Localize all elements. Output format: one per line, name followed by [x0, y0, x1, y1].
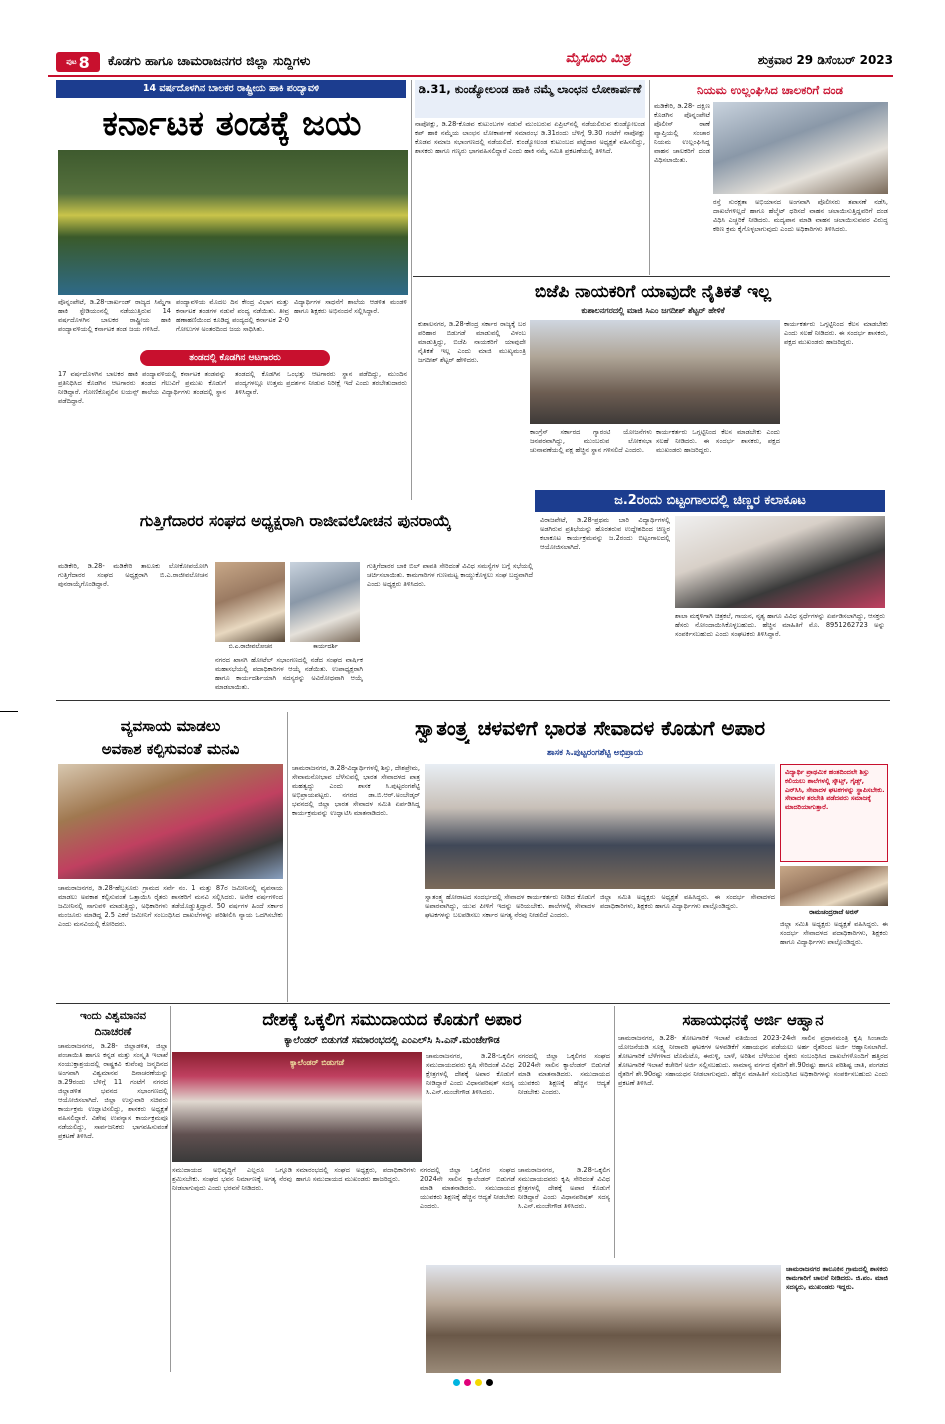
bjp-body-4: ಕಾರ್ಯಕರ್ತರು ಒಗ್ಗಟ್ಟಿನಿಂದ ಕೆಲಸ ಮಾಡಬೇಕು ಎಂದು ಸಲಹೆ ನೀಡಿದರು. ಈ ಸಂದರ್ಭ ಶಾಸಕರು, ಪಕ್ಷದ ಮುಖಂಡರು ಹಾಜರಿದ್ದರು. [784, 320, 888, 346]
jan2-photo [675, 516, 885, 608]
okkaliga-headline: ದೇಶಕ್ಕೆ ಒಕ್ಕಲಿಗ ಸಮುದಾಯದ ಕೊಡುಗೆ ಅಪಾರ [262, 1010, 522, 1030]
row-divider-1 [413, 276, 890, 277]
okkaliga-body-4: ಸಮಾರಂಭದಲ್ಲಿ ಸಂಘದ ಅಧ್ಯಕ್ಷರು, ಪದಾಧಿಕಾರಿಗಳು ಹಾಗೂ ಸಮುದಾಯದ ಮುಖಂಡರು ಹಾಜರಿದ್ದರು. [296, 1166, 416, 1183]
bjp-body-3: ಕಾರ್ಯಕರ್ತರು ಒಗ್ಗಟ್ಟಿನಿಂದ ಕೆಲಸ ಮಾಡಬೇಕು ಎಂದು ಸಲಹೆ ನೀಡಿದರು. ಈ ಸಂದರ್ಭ ಶಾಸಕರು, ಪಕ್ಷದ ಮುಖಂಡರು ಹಾಜರಿದ್ದರು. [656, 428, 780, 454]
rules-photo [713, 102, 888, 194]
contractor-body-3: ಗುತ್ತಿಗೆದಾರರ ಬಾಕಿ ಬಿಲ್ ಪಾವತಿ ಸೇರಿದಂತೆ ವಿವಿಧ ಸಮಸ್ಯೆಗಳ ಬಗ್ಗೆ ಸಭೆಯಲ್ಲಿ ಚರ್ಚಿಸಲಾಯಿತು. ಕಾಮಗಾರಿಗಳ ಗುಣಮಟ್ಟ ಕಾಯ್ದುಕೊಳ್ಳಲು ಸಂಘ ಬದ್ಧವಾಗಿದೆ ಎಂದು ಅಧ್ಯಕ್ಷರು ತಿಳಿಸಿದರು. [367, 562, 533, 588]
farm-photo [58, 764, 283, 879]
bjp-photo [530, 320, 780, 424]
contractor-caption-2: ಕಾರ್ಯದರ್ಶಿ [313, 643, 338, 650]
reg-dot [464, 1379, 471, 1386]
farm-headline-1: ವ್ಯವಸಾಯ ಮಾಡಲು [120, 717, 221, 735]
hockey-para-2: ಪಂದ್ಯಾವಳಿಯ ಮೊದಲ ದಿನ ಕೇಂದ್ರ ವಿಭಾಗ ಮತ್ತು ಕರ್ನಾಟಕ ತಂಡಗಳ ನಡುವೆ ಪಂದ್ಯ ನಡೆಯಿತು. ತೀವ್ರ ಹಣಾಹಣಿಯಿಂದ ಕೂಡಿದ್ದ ಪಂದ್ಯದಲ್ಲಿ ಕರ್ನಾಟಕ 2-0 ಗೋಲುಗಳ ಅಂತರದಿಂದ ಜಯ ಸಾಧಿಸಿತು. [176, 298, 289, 333]
hockey-kicker: 14 ವರ್ಷದೊಳಗಿನ ಬಾಲಕರ ರಾಷ್ಟ್ರೀಯ ಹಾಕಿ ಪಂದ್ಯಾವಳಿ [56, 80, 406, 98]
contractor-photo-1 [215, 562, 285, 642]
seva-headline: ಸ್ವಾತಂತ್ರ್ಯ ಚಳವಳಿಗೆ ಭಾರತ ಸೇವಾದಳ ಕೊಡುಗೆ ಅಪಾರ [414, 716, 766, 740]
col-divider-2 [649, 80, 650, 275]
london-body: ನಾಪೋಕ್ಲು, ಡಿ.28-ಕೊಡವ ಕುಟುಂಬಗಳ ನಡುವೆ ಮುಂಬರುವ ಏಪ್ರಿಲ್‌ನಲ್ಲಿ ನಡೆಯಲಿರುವ ಕುಂಡ್ಯೋಲಂಡ ಕಪ್ ಹಾಕಿ ನಮ್ಮೆಯ ಲಾಂಛನ ಲೋಕಾರ್ಪಣೆ ಸಮಾರಂಭ ಡಿ.31ರಂದು ಬೆಳಿಗ್ಗೆ 9.30 ಗಂಟೆಗೆ ನಾಪೋಕ್ಲು ಕೊಡವ ಸಮಾಜ ಸಭಾಂಗಣದಲ್ಲಿ ನಡೆಯಲಿದೆ. ಕುಂಡ್ಯೋಲಂಡ ಕುಟುಂಬದ ಪಟ್ಟೆದಾರ ಅಧ್ಯಕ್ಷತೆ ವಹಿಸಲಿದ್ದು, ಶಾಸಕರು ಹಾಗೂ ಗಣ್ಯರು ಭಾಗವಹಿಸಲಿದ್ದಾರೆ ಎಂದು ಹಾಕಿ ನಮ್ಮೆ ಸಮಿತಿ ಪ್ರಕಟಣೆಯಲ್ಲಿ ತಿಳಿಸಿದೆ. [415, 120, 645, 155]
col-divider-5 [614, 1006, 615, 1258]
hockey-subband: ತಂಡದಲ್ಲಿ ಕೊಡಗಿನ ಆಟಗಾರರು [140, 350, 330, 366]
okkaliga-body-5: ನಗರದಲ್ಲಿ ಜಿಲ್ಲಾ ಒಕ್ಕಲಿಗರ ಸಂಘದ 2024ನೇ ಸಾಲಿನ ಕ್ಯಾಲೆಂಡರ್ ಬಿಡುಗಡೆ ಮಾಡಿ ಮಾತನಾಡಿದರು. ಸಮುದಾಯದ ಯುವಕರು ಶಿಕ್ಷಣಕ್ಕೆ ಹೆಚ್ಚಿನ ಆದ್ಯತೆ ನೀಡಬೇಕು ಎಂದರು. [420, 1166, 515, 1210]
sahaya-body: ಚಾಮರಾಜನಗರ, ಡಿ.28- ತೋಟಗಾರಿಕೆ ಇಲಾಖೆ ವತಿಯಿಂದ 2023-24ನೇ ಸಾಲಿನ ಪ್ರಧಾನಮಂತ್ರಿ ಕೃಷಿ ಸಿಂಚಾಯಿ ಯೋಜನೆಯಡಿ ಸೂಕ್ಷ್ಮ ನೀರಾವರಿ ಘಟಕಗಳ ಅಳವಡಿಕೆಗೆ ಸಹಾಯಧನ ಪಡೆಯಲು ಅರ್ಹ ರೈತರಿಂದ ಅರ್ಜಿ ಆಹ್ವಾನಿಸಲಾಗಿದೆ. ತೋಟಗಾರಿಕೆ ಬೆಳೆಗಳಾದ ಟೊಮೆಟೊ, ಈರುಳ್ಳಿ, ಬಾಳೆ, ಅರಿಶಿನ ಬೆಳೆಯುವ ರೈತರು ಸಂಬಂಧಿಸಿದ ದಾಖಲೆಗಳೊಂದಿಗೆ ಹತ್ತಿರದ ತೋಟಗಾರಿಕೆ ಇಲಾಖೆ ಕಚೇರಿಗೆ ಅರ್ಜಿ ಸಲ್ಲಿಸಬಹುದು. ಸಾಮಾನ್ಯ ವರ್ಗದ ರೈತರಿಗೆ ಶೇ.90ರಷ್ಟು ಹಾಗೂ ಪರಿಶಿಷ್ಟ ಜಾತಿ, ಪಂಗಡದ ರೈತರಿಗೆ ಶೇ.90ರಷ್ಟು ಸಹಾಯಧನ ನೀಡಲಾಗುವುದು. ಹೆಚ್ಚಿನ ಮಾಹಿತಿಗೆ ಸಂಬಂಧಿಸಿದ ಅಧಿಕಾರಿಗಳನ್ನು ಸಂಪರ್ಕಿಸಬಹುದು ಎಂದು ಪ್ರಕಟಣೆ ತಿಳಿಸಿದೆ. [618, 1034, 888, 1087]
okkaliga-photo [172, 1052, 422, 1162]
row-divider-2 [56, 700, 890, 701]
masthead-rule [48, 75, 893, 77]
seva-photo [425, 764, 775, 889]
rules-headline: ನಿಯಮ ಉಲ್ಲಂಘಿಸಿದ ಚಾಲಕರಿಗೆ ದಂಡ [697, 83, 843, 97]
contractor-headline: ಗುತ್ತಿಗೆದಾರರ ಸಂಘದ ಅಧ್ಯಕ್ಷರಾಗಿ ರಾಜೀವಲೋಚನ ಪುನರಾಯ್ಕೆ [139, 512, 452, 530]
registration-marks-bottom [0, 1379, 945, 1387]
row-divider-3 [56, 1003, 890, 1004]
bjp-body-1: ಕುಶಾಲನಗರ, ಡಿ.28-ಕೇಂದ್ರ ಸರ್ಕಾರ ರಾಜ್ಯಕ್ಕೆ ಬರ ಪರಿಹಾರ ಬಿಡುಗಡೆ ಮಾಡುವಲ್ಲಿ ವಿಳಂಬ ಮಾಡುತ್ತಿದ್ದು, ಬಿಜೆಪಿ ನಾಯಕರಿಗೆ ಯಾವುದೇ ನೈತಿಕತೆ ಇಲ್ಲ ಎಂದು ಮಾಜಿ ಮುಖ್ಯಮಂತ್ರಿ ಜಗದೀಶ್ ಶೆಟ್ಟರ್ ಹೇಳಿದರು. [418, 320, 526, 364]
okkaliga-banner: ಕ್ಯಾಲೆಂಡರ್ ಬಿಡುಗಡೆ [289, 1058, 345, 1067]
seva-body-1: ಚಾಮರಾಜನಗರ, ಡಿ.28-ವಿದ್ಯಾರ್ಥಿಗಳಲ್ಲಿ ಶಿಸ್ತು, ದೇಶಪ್ರೇಮ, ಸೇವಾಮನೋಭಾವ ಬೆಳೆಸುವಲ್ಲಿ ಭಾರತ ಸೇವಾದಳದ ಪಾತ್ರ ಮಹತ್ವದ್ದು ಎಂದು ಶಾಸಕ ಸಿ.ಪುಟ್ಟರಂಗಶೆಟ್ಟಿ ಅಭಿಪ್ರಾಯಪಟ್ಟರು. ನಗರದ ಡಾ.ಬಿ.ಆರ್.ಅಂಬೇಡ್ಕರ್ ಭವನದಲ್ಲಿ ಜಿಲ್ಲಾ ಭಾರತ ಸೇವಾದಳ ಸಮಿತಿ ಏರ್ಪಡಿಸಿದ್ದ ಕಾರ್ಯಕ್ರಮವನ್ನು ಉದ್ಘಾಟಿಸಿ ಮಾತನಾಡಿದರು. [292, 764, 420, 817]
jan2-headline: ಜ.2ರಂದು ಬಿಟ್ಟಂಗಾಲದಲ್ಲಿ ಚಿಣ್ಣರ ಕಲಾಕೂಟ [535, 490, 885, 512]
okkaliga-body-2: ನಗರದಲ್ಲಿ ಜಿಲ್ಲಾ ಒಕ್ಕಲಿಗರ ಸಂಘದ 2024ನೇ ಸಾಲಿನ ಕ್ಯಾಲೆಂಡರ್ ಬಿಡುಗಡೆ ಮಾಡಿ ಮಾತನಾಡಿದರು. ಸಮುದಾಯದ ಯುವಕರು ಶಿಕ್ಷಣಕ್ಕೆ ಹೆಚ್ಚಿನ ಆದ್ಯತೆ ನೀಡಬೇಕು ಎಂದರು. [518, 1052, 610, 1096]
contractor-body-2: ನಗರದ ಖಾಸಗಿ ಹೋಟೆಲ್ ಸಭಾಂಗಣದಲ್ಲಿ ನಡೆದ ಸಂಘದ ವಾರ್ಷಿಕ ಮಹಾಸಭೆಯಲ್ಲಿ ಪದಾಧಿಕಾರಿಗಳ ಆಯ್ಕೆ ನಡೆಯಿತು. ಉಪಾಧ್ಯಕ್ಷರಾಗಿ ಹಾಗೂ ಕಾರ್ಯದರ್ಶಿಯಾಗಿ ಸದಸ್ಯರನ್ನು ಅವಿರೋಧವಾಗಿ ಆಯ್ಕೆ ಮಾಡಲಾಯಿತು. [215, 656, 363, 691]
page-number-badge [56, 52, 100, 72]
jan2-body-2: ಶಾಲಾ ಮಕ್ಕಳಿಗಾಗಿ ಚಿತ್ರಕಲೆ, ಗಾಯನ, ನೃತ್ಯ ಹಾಗೂ ವಿವಿಧ ಸ್ಪರ್ಧೆಗಳನ್ನು ಏರ್ಪಡಿಸಲಾಗಿದ್ದು, ಆಸಕ್ತರು ಹೆಸರು ನೋಂದಾಯಿಸಿಕೊಳ್ಳಬಹುದು. ಹೆಚ್ಚಿನ ಮಾಹಿತಿಗೆ ಮೊ. 8951262723 ಅನ್ನು ಸಂಪರ್ಕಿಸಬಹುದು ಎಂದು ಸಂಘಟಕರು ತಿಳಿಸಿದ್ದಾರೆ. [675, 612, 885, 638]
seva-quote-box [780, 764, 888, 862]
bjp-body-2: ಕಾಂಗ್ರೆಸ್ ಸರ್ಕಾರದ ಗ್ಯಾರಂಟಿ ಯೋಜನೆಗಳು ಜನಪರವಾಗಿದ್ದು, ಮುಂಬರುವ ಲೋಕಸಭಾ ಚುನಾವಣೆಯಲ್ಲಿ ಪಕ್ಷ ಹೆಚ್ಚಿನ ಸ್ಥಾನ ಗಳಿಸಲಿದೆ ಎಂದರು. [530, 428, 652, 454]
contractor-photo-2 [290, 562, 360, 642]
farm-body: ಚಾಮರಾಜನಗರ, ಡಿ.28-ಹೆಬ್ಬಸೂರು ಗ್ರಾಮದ ಸರ್ವೆ ನಂ. 1 ಮತ್ತು 87ರ ಜಮೀನಿನಲ್ಲಿ ವ್ಯವಸಾಯ ಮಾಡಲು ಅವಕಾಶ ಕಲ್ಪಿಸುವಂತೆ ಒತ್ತಾಯಿಸಿ ರೈತರು ಶಾಸಕರಿಗೆ ಮನವಿ ಸಲ್ಲಿಸಿದರು. ಅನೇಕ ವರ್ಷಗಳಿಂದ ಜಮೀನಿನಲ್ಲಿ ಸಾಗುವಳಿ ಮಾಡುತ್ತಿದ್ದು, ಅಧಿಕಾರಿಗಳು ತಡೆಯೊಡ್ಡುತ್ತಿದ್ದಾರೆ. 50 ವರ್ಷಗಳ ಹಿಂದೆ ಸರ್ಕಾರ ಮಂಜೂರು ಮಾಡಿದ್ದ 2.5 ಎಕರೆ ಜಮೀನಿಗೆ ಸಂಬಂಧಿಸಿದ ದಾಖಲೆಗಳನ್ನು ಪರಿಶೀಲಿಸಿ ನ್ಯಾಯ ಒದಗಿಸಬೇಕು ಎಂದು ಮನವಿಯಲ್ಲಿ ಕೋರಿದರು. [58, 884, 283, 928]
rules-body-1: ಮಡಿಕೇರಿ, ಡಿ.28- ದಕ್ಷಿಣ ಕೊಡಗಿನ ಪೊನ್ನಂಪೇಟೆ ಪೊಲೀಸ್ ಠಾಣೆ ವ್ಯಾಪ್ತಿಯಲ್ಲಿ ಸಂಚಾರ ನಿಯಮ ಉಲ್ಲಂಘಿಸಿದ್ದ ವಾಹನ ಚಾಲಕರಿಗೆ ದಂಡ ವಿಧಿಸಲಾಯಿತು. [654, 102, 710, 164]
hockey-team-photo [58, 150, 408, 295]
reg-dot [453, 1379, 460, 1386]
jan2-body-1: ವಿರಾಜಪೇಟೆ, ಡಿ.28-ಪ್ರಥಮ ಬಾರಿ ವಿದ್ಯಾರ್ಥಿಗಳಲ್ಲಿ ಅಡಗಿರುವ ಪ್ರತಿಭೆಯನ್ನು ಹೊರತರುವ ಉದ್ದೇಶದಿಂದ ಚಿಣ್ಣರ ಕಲಾಕೂಟ ಕಾರ್ಯಕ್ರಮವನ್ನು ಜ.2ರಂದು ಬಿಟ್ಟಂಗಾಲದಲ್ಲಿ ಆಯೋಜಿಸಲಾಗಿದೆ. [540, 516, 670, 551]
seva-box-caption: ರಾಮಚಂದ್ರರಾಜೆ ಅರಸ್ [809, 908, 859, 916]
contractor-body-1: ಮಡಿಕೇರಿ, ಡಿ.28- ಮಡಿಕೇರಿ ತಾಲೂಕು ಲೋಕೋಪಯೋಗಿ ಗುತ್ತಿಗೆದಾರರ ಸಂಘದ ಅಧ್ಯಕ್ಷರಾಗಿ ಬಿ.ಎ.ರಾಜೀವಲೋಚನ ಪುನರಾಯ್ಕೆಗೊಂಡಿದ್ದಾರೆ. [58, 562, 208, 588]
seva-body-3: ಜಿಲ್ಲಾ ಸಮಿತಿ ಅಧ್ಯಕ್ಷರು ಅಧ್ಯಕ್ಷತೆ ವಹಿಸಿದ್ದರು. ಈ ಸಂದರ್ಭ ಸೇವಾದಳದ ಪದಾಧಿಕಾರಿಗಳು, ಶಿಕ್ಷಕರು ಹಾಗೂ ವಿದ್ಯಾರ್ಥಿಗಳು ಪಾಲ್ಗೊಂಡಿದ್ದರು. [600, 893, 775, 910]
vishwa-body: ಚಾಮರಾಜನಗರ, ಡಿ.28- ಜಿಲ್ಲಾಡಳಿತ, ಜಿಲ್ಲಾ ಪಂಚಾಯಿತಿ ಹಾಗೂ ಕನ್ನಡ ಮತ್ತು ಸಂಸ್ಕೃತಿ ಇಲಾಖೆ ಸಂಯುಕ್ತಾಶ್ರಯದಲ್ಲಿ ರಾಷ್ಟ್ರಕವಿ ಕುವೆಂಪು ಜನ್ಮದಿನದ ಅಂಗವಾಗಿ ವಿಶ್ವಮಾನವ ದಿನಾಚರಣೆಯನ್ನು ಡಿ.29ರಂದು ಬೆಳಿಗ್ಗೆ 11 ಗಂಟೆಗೆ ನಗರದ ಜಿಲ್ಲಾಡಳಿತ ಭವನದ ಸಭಾಂಗಣದಲ್ಲಿ ಆಯೋಜಿಸಲಾಗಿದೆ. ಜಿಲ್ಲಾ ಉಸ್ತುವಾರಿ ಸಚಿವರು ಕಾರ್ಯಕ್ರಮ ಉದ್ಘಾಟಿಸಲಿದ್ದು, ಶಾಸಕರು ಅಧ್ಯಕ್ಷತೆ ವಹಿಸಲಿದ್ದಾರೆ. ವಿಶೇಷ ಉಪನ್ಯಾಸ ಕಾರ್ಯಕ್ರಮವೂ ನಡೆಯಲಿದ್ದು, ಸಾರ್ವಜನಿಕರು ಭಾಗವಹಿಸುವಂತೆ ಪ್ರಕಟಣೆ ತಿಳಿಸಿದೆ. [58, 1042, 168, 1140]
sahaya-headline: ಸಹಾಯಧನಕ್ಕೆ ಅರ್ಜಿ ಆಹ್ವಾನ [682, 1011, 824, 1029]
hockey-para-3: ವಿದ್ಯಾರ್ಥಿಗಳ ಸಾಧನೆಗೆ ಶಾಲೆಯ ಆಡಳಿತ ಮಂಡಳಿ ಹಾಗೂ ಶಿಕ್ಷಕರು ಅಭಿನಂದನೆ ಸಲ್ಲಿಸಿದ್ದಾರೆ. [294, 298, 407, 315]
contractor-caption-1: ಬಿ.ಎ.ರಾಜೀವಲೋಚನ [228, 643, 273, 650]
seva-subhead: ಶಾಸಕ ಸಿ.ಪುಟ್ಟರಂಗಶೆಟ್ಟಿ ಅಭಿಪ್ರಾಯ [546, 748, 643, 758]
seva-body-2: ಸ್ವಾತಂತ್ರ್ಯ ಹೋರಾಟದ ಸಂದರ್ಭದಲ್ಲಿ ಸೇವಾದಳ ಕಾರ್ಯಕರ್ತರು ನೀಡಿದ ಕೊಡುಗೆ ಅಪಾರವಾಗಿದ್ದು, ಯುವ ಪೀಳಿಗೆ ಇದನ್ನು ಅರಿಯಬೇಕು. ಶಾಲೆಗಳಲ್ಲಿ ಸೇವಾದಳ ಘಟಕಗಳನ್ನು ಬಲಪಡಿಸಲು ಸರ್ಕಾರ ಅಗತ್ಯ ನೆರವು ನೀಡಲಿದೆ ಎಂದರು. [425, 893, 595, 919]
sahaya-photo [426, 1265, 781, 1373]
seva-box-text: ವಿದ್ಯಾರ್ಥಿ ಪ್ರಾಥಮಿಕ ಹಂತದಿಂದಲೇ ಶಿಸ್ತು ಕಲಿಯಲು ಶಾಲೆಗಳಲ್ಲಿ ಸ್ಕೌಟ್ಸ್, ಗೈಡ್ಸ್, ಎನ್‌ಸಿಸಿ, ಸೇವಾದಳ ಘಟಕಗಳನ್ನು ಸ್ಥಾಪಿಸಬೇಕು. ಸೇವಾದಳ ತರಬೇತಿ ಪಡೆದವರು ಸಮಾಜಕ್ಕೆ ಮಾದರಿಯಾಗುತ್ತಾರೆ. [785, 768, 885, 812]
hockey-para-4: 17 ವರ್ಷದೊಳಗಿನ ಬಾಲಕರ ಹಾಕಿ ಪಂದ್ಯಾವಳಿಯಲ್ಲಿ ಕರ್ನಾಟಕ ತಂಡವನ್ನು ಪ್ರತಿನಿಧಿಸಿದ ಕೊಡಗಿನ ಆಟಗಾರರು ತಂಡದ ಗೆಲುವಿಗೆ ಪ್ರಮುಖ ಕೊಡುಗೆ ನೀಡಿದ್ದಾರೆ. ಗೋಣಿಕೊಪ್ಪಲಿನ ಲಯನ್ಸ್ ಶಾಲೆಯ ವಿದ್ಯಾರ್ಥಿಗಳು ತಂಡದಲ್ಲಿ ಸ್ಥಾನ ಪಡೆದಿದ್ದಾರೆ. [58, 370, 226, 405]
col-divider-1 [411, 80, 412, 500]
reg-dot [486, 1379, 493, 1386]
issue-date: ಶುಕ್ರವಾರ 29 ಡಿಸೆಂಬರ್ 2023 [757, 53, 893, 67]
vishwa-headline-2: ದಿನಾಚರಣೆ [94, 1026, 132, 1038]
reg-dot [475, 1379, 482, 1386]
page-label: ಪುಟ [66, 57, 77, 66]
okkaliga-body-1: ಚಾಮರಾಜನಗರ, ಡಿ.28-ಒಕ್ಕಲಿಗ ಸಮುದಾಯದವರು ಕೃಷಿ ಸೇರಿದಂತೆ ವಿವಿಧ ಕ್ಷೇತ್ರಗಳಲ್ಲಿ ದೇಶಕ್ಕೆ ಅಪಾರ ಕೊಡುಗೆ ನೀಡಿದ್ದಾರೆ ಎಂದು ವಿಧಾನಪರಿಷತ್ ಸದಸ್ಯ ಸಿ.ಎನ್.ಮಂಜೇಗೌಡ ತಿಳಿಸಿದರು. [426, 1052, 514, 1096]
seva-body-4: ಜಿಲ್ಲಾ ಸಮಿತಿ ಅಧ್ಯಕ್ಷರು ಅಧ್ಯಕ್ಷತೆ ವಹಿಸಿದ್ದರು. ಈ ಸಂದರ್ಭ ಸೇವಾದಳದ ಪದಾಧಿಕಾರಿಗಳು, ಶಿಕ್ಷಕರು ಹಾಗೂ ವಿದ್ಯಾರ್ಥಿಗಳು ಪಾಲ್ಗೊಂಡಿದ್ದರು. [780, 920, 888, 946]
hockey-para-5: ತಂಡದಲ್ಲಿ ಕೊಡಗಿನ ಒಂಭತ್ತು ಆಟಗಾರರು ಸ್ಥಾನ ಪಡೆದಿದ್ದು, ಮುಂದಿನ ಪಂದ್ಯಗಳಲ್ಲೂ ಉತ್ತಮ ಪ್ರದರ್ಶನ ನೀಡುವ ನಿರೀಕ್ಷೆ ಇದೆ ಎಂದು ತರಬೇತುದಾರರು ತಿಳಿಸಿದ್ದಾರೆ. [235, 370, 407, 396]
masthead [48, 50, 893, 74]
fold-rule [0, 711, 18, 712]
vishwa-headline-1: ಇಂದು ವಿಶ್ವಮಾನವ [80, 1010, 146, 1022]
col-divider-4 [170, 1006, 171, 1372]
okkaliga-body-3: ಸಮುದಾಯದ ಅಭಿವೃದ್ಧಿಗೆ ಎಲ್ಲರೂ ಒಗ್ಗೂಡಿ ಶ್ರಮಿಸಬೇಕು. ಸಂಘದ ಭವನ ನಿರ್ಮಾಣಕ್ಕೆ ಅಗತ್ಯ ನೆರವು ನೀಡಲಾಗುವುದು ಎಂದು ಭರವಸೆ ನೀಡಿದರು. [172, 1166, 292, 1192]
col-divider-3 [287, 712, 288, 1002]
paper-logo: ಮೈಸೂರು ಮಿತ್ರ [565, 51, 631, 66]
rules-body-2: ರಸ್ತೆ ಸುರಕ್ಷತಾ ಅಭಿಯಾನದ ಅಂಗವಾಗಿ ಪೊಲೀಸರು ತಪಾಸಣೆ ನಡೆಸಿ, ದಾಖಲೆಗಳಿಲ್ಲದೆ ಹಾಗೂ ಹೆಲ್ಮೆಟ್ ಧರಿಸದೆ ವಾಹನ ಚಲಾಯಿಸುತ್ತಿದ್ದವರಿಗೆ ದಂಡ ವಿಧಿಸಿ ಎಚ್ಚರಿಕೆ ನೀಡಿದರು. ಮದ್ಯಪಾನ ಮಾಡಿ ವಾಹನ ಚಲಾಯಿಸುವವರ ವಿರುದ್ಧ ಕಠಿಣ ಕ್ರಮ ಕೈಗೊಳ್ಳಲಾಗುವುದು ಎಂದು ಅಧಿಕಾರಿಗಳು ತಿಳಿಸಿದರು. [713, 198, 888, 233]
seva-inset-photo [780, 866, 888, 906]
london-headline: ಡಿ.31, ಕುಂಡ್ಯೋಲಂಡ ಹಾಕಿ ನಮ್ಮೆ ಲಾಂಛನ ಲೋಕಾರ್ಪಣೆ [415, 80, 645, 118]
hockey-headline: ಕರ್ನಾಟಕ ತಂಡಕ್ಕೆ ಜಯ [102, 104, 362, 144]
farm-headline-2: ಅವಕಾಶ ಕಲ್ಪಿಸುವಂತೆ ಮನವಿ [101, 740, 240, 758]
sahaya-caption: ಚಾಮರಾಜನಗರ ತಾಲೂಕಿನ ಗ್ರಾಮದಲ್ಲಿ ಶಾಸಕರು ಕಾಮಗಾರಿಗೆ ಚಾಲನೆ ನೀಡಿದರು. ಜಿ.ಪಂ. ಮಾಜಿ ಸದಸ್ಯರು, ಮುಖಂಡರು ಇದ್ದರು. [786, 1265, 888, 1291]
bjp-subhead: ಕುಶಾಲನಗರದಲ್ಲಿ ಮಾಜಿ ಸಿಎಂ ಜಗದೀಶ್ ಶೆಟ್ಟರ್ ಹೇಳಿಕೆ [581, 306, 725, 315]
okkaliga-body-6: ಚಾಮರಾಜನಗರ, ಡಿ.28-ಒಕ್ಕಲಿಗ ಸಮುದಾಯದವರು ಕೃಷಿ ಸೇರಿದಂತೆ ವಿವಿಧ ಕ್ಷೇತ್ರಗಳಲ್ಲಿ ದೇಶಕ್ಕೆ ಅಪಾರ ಕೊಡುಗೆ ನೀಡಿದ್ದಾರೆ ಎಂದು ವಿಧಾನಪರಿಷತ್ ಸದಸ್ಯ ಸಿ.ಎನ್.ಮಂಜೇಗೌಡ ತಿಳಿಸಿದರು. [518, 1166, 610, 1210]
section-title: ಕೊಡಗು ಹಾಗೂ ಚಾಮರಾಜನಗರ ಜಿಲ್ಲಾ ಸುದ್ದಿಗಳು [108, 53, 311, 68]
hockey-para-1: ಪೊನ್ನಂಪೇಟೆ, ಡಿ.28-ಜಾರ್ಖಂಡ್ ರಾಜ್ಯದ ಸಿಮ್ಡೆಗಾ ಹಾಕಿ ಸ್ಟೇಡಿಯಂನಲ್ಲಿ ನಡೆಯುತ್ತಿರುವ 14 ವರ್ಷದೊಳಗಿನ ಬಾಲಕರ ರಾಷ್ಟ್ರೀಯ ಹಾಕಿ ಪಂದ್ಯಾವಳಿಯಲ್ಲಿ ಕರ್ನಾಟಕ ತಂಡ ಜಯ ಗಳಿಸಿದೆ. [58, 298, 171, 333]
page-number: 8 [78, 52, 90, 72]
okkaliga-subhead: ಕ್ಯಾಲೆಂಡರ್ ಬಿಡುಗಡೆ ಸಮಾರಂಭದಲ್ಲಿ ಎಂಎಲ್‌ಸಿ ಸಿ.ಎನ್.ಮಂಜೇಗೌಡ [284, 1035, 500, 1046]
bjp-headline: ಬಿಜೆಪಿ ನಾಯಕರಿಗೆ ಯಾವುದೇ ನೈತಿಕತೆ ಇಲ್ಲ [534, 282, 772, 302]
